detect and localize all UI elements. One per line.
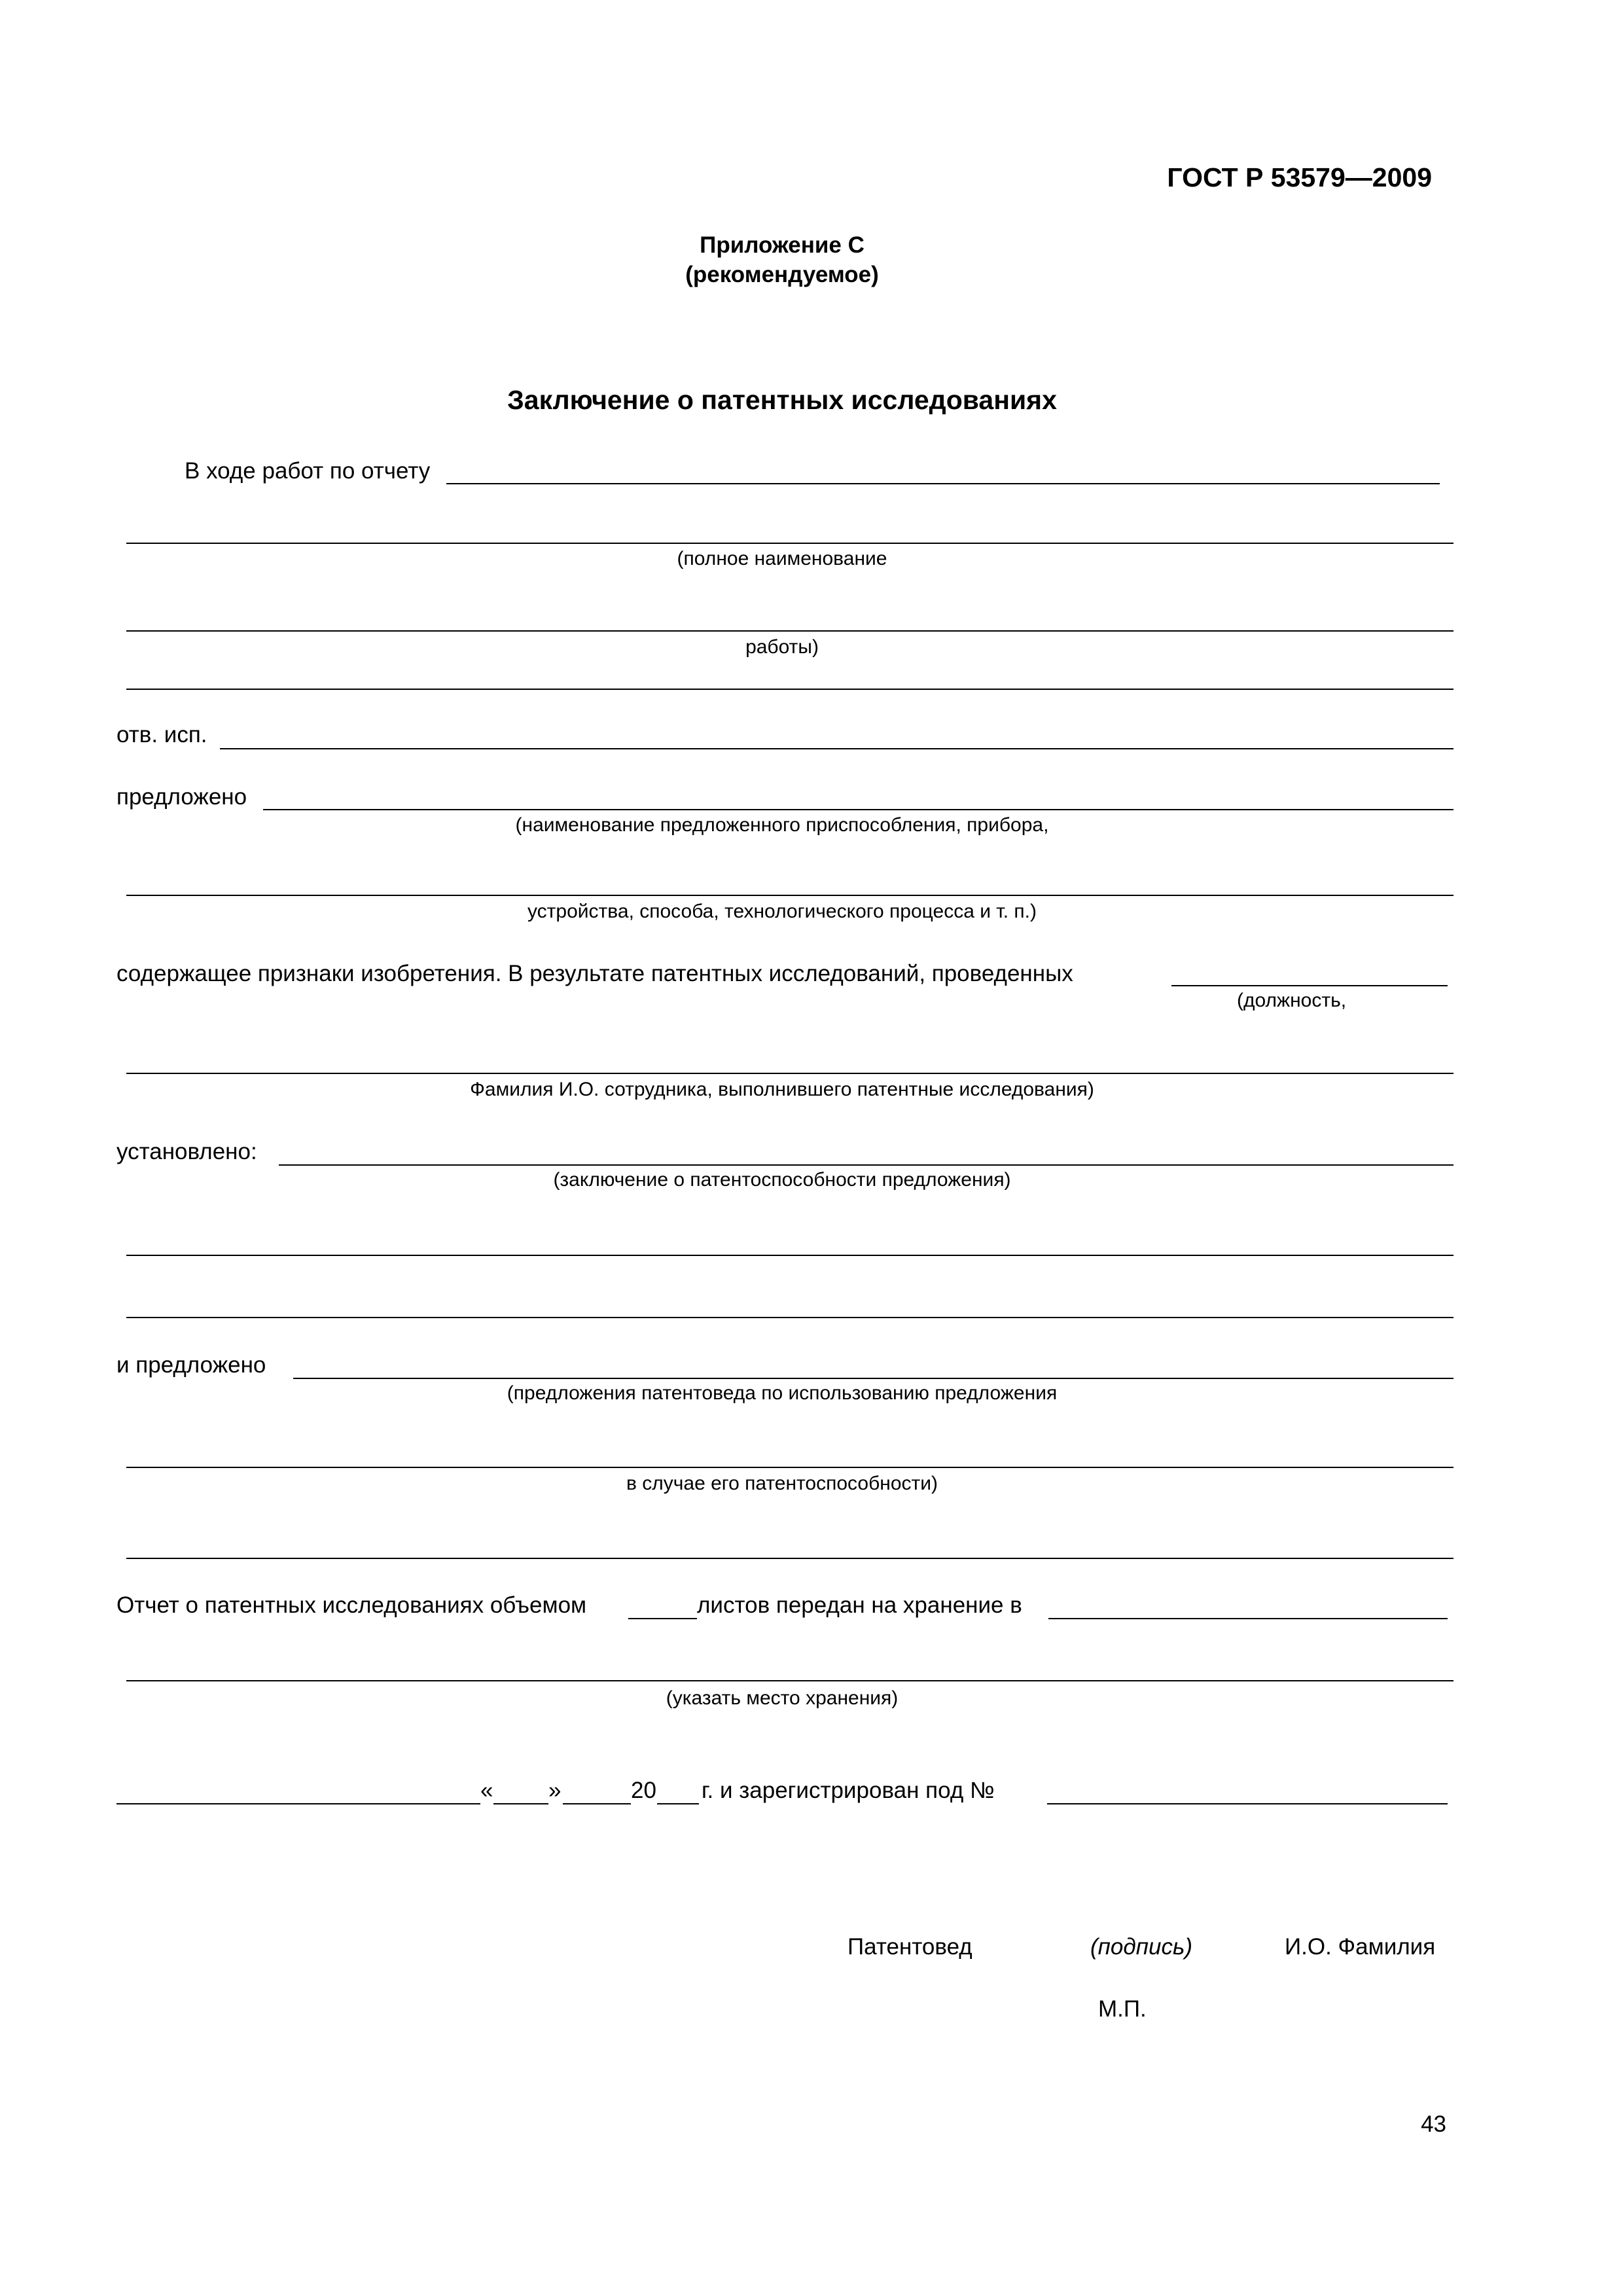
appendix-subtitle: (рекомендуемое): [685, 262, 879, 287]
stamp-label: М.П.: [1098, 1996, 1147, 2022]
conclusion-line-1[interactable]: [126, 1255, 1454, 1256]
employee-caption: Фамилия И.О. сотрудника, выполнившего патентные исследования): [470, 1079, 1094, 1100]
registrar-line[interactable]: [116, 1803, 480, 1804]
established-label: установлено:: [116, 1139, 257, 1164]
usage-caption-2: в случае его патентоспособности): [626, 1473, 938, 1494]
responsible-label: отв. исп.: [116, 722, 207, 747]
signature-role: Патентовед: [847, 1934, 972, 1960]
sheets-count-line[interactable]: [628, 1618, 697, 1619]
responsible-line[interactable]: [220, 748, 1454, 749]
report-storage-text-1: Отчет о патентных исследованиях объемом: [116, 1592, 587, 1618]
storage-caption: (указать место хранения): [666, 1687, 899, 1709]
signature-placeholder: (подпись): [1090, 1934, 1193, 1960]
appendix-title: Приложение С: [700, 232, 865, 258]
day-line[interactable]: [493, 1803, 548, 1804]
device-line[interactable]: [126, 895, 1454, 896]
full-name-line[interactable]: [126, 543, 1454, 544]
position-caption: (должность,: [1237, 990, 1347, 1011]
standard-code: ГОСТ Р 53579—2009: [1167, 162, 1432, 192]
month-line[interactable]: [563, 1803, 631, 1804]
position-line[interactable]: [1171, 985, 1448, 986]
form-title: Заключение о патентных исследованиях: [507, 385, 1057, 415]
year-prefix: 20: [631, 1778, 656, 1803]
employee-line[interactable]: [126, 1073, 1454, 1074]
invention-text: содержащее признаки изобретения. В результате патентных исследований, проведенных: [116, 961, 1073, 986]
signature-name: И.О. Фамилия: [1285, 1934, 1436, 1960]
conclusion-caption: (заключение о патентоспособности предложения): [553, 1169, 1011, 1191]
proposed-label: предложено: [116, 784, 247, 810]
work-caption: работы): [745, 636, 819, 658]
usage-extra-line[interactable]: [126, 1558, 1454, 1559]
page-number: 43: [1421, 2111, 1446, 2137]
quote-close: »: [548, 1778, 562, 1803]
registered-text: г. и зарегистрирован под №: [702, 1778, 995, 1803]
report-name-line[interactable]: [446, 483, 1440, 484]
work-line[interactable]: [126, 630, 1454, 632]
quote-open: «: [480, 1778, 493, 1803]
usage-caption-1: (предложения патентоведа по использованию предложения: [507, 1382, 1058, 1404]
device-caption-2: устройства, способа, технологического процесса и т. п.): [527, 901, 1037, 922]
and-proposed-label: и предложено: [116, 1352, 266, 1378]
year-line[interactable]: [657, 1803, 699, 1804]
report-label: В ходе работ по отчету: [185, 458, 431, 484]
work-extra-line[interactable]: [126, 689, 1454, 690]
usage-line[interactable]: [126, 1467, 1454, 1468]
full-name-caption: (полное наименование: [677, 548, 887, 569]
and-proposed-line[interactable]: [293, 1378, 1454, 1379]
registration-number-line[interactable]: [1047, 1803, 1448, 1804]
report-storage-text-2: листов передан на хранение в: [697, 1592, 1022, 1618]
established-line[interactable]: [279, 1164, 1454, 1166]
storage-line[interactable]: [126, 1680, 1454, 1681]
storage-place-line[interactable]: [1048, 1618, 1448, 1619]
proposed-line[interactable]: [263, 809, 1454, 810]
device-caption-1: (наименование предложенного приспособления, прибора,: [515, 814, 1049, 836]
conclusion-line-2[interactable]: [126, 1317, 1454, 1318]
